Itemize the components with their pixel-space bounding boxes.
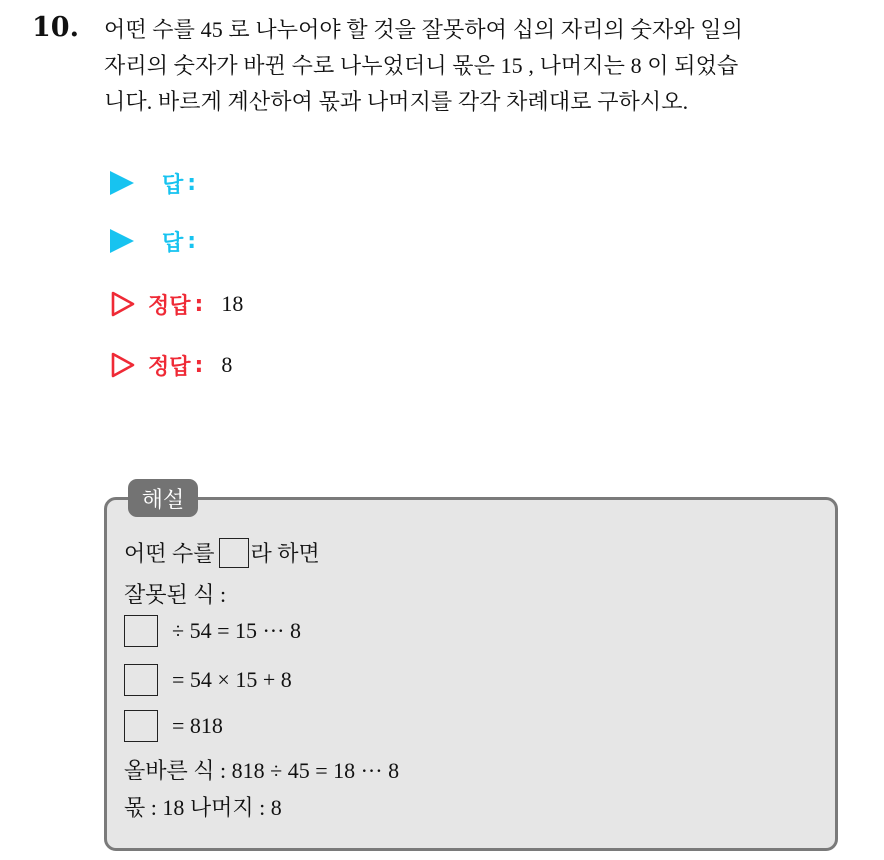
solution-math: = 54 × 15 + 8 (172, 667, 292, 692)
answer-colon: : (187, 228, 197, 254)
solution-line-6 (124, 754, 399, 785)
answer-row-2 (110, 223, 196, 259)
solution-text: 라 하면 (250, 541, 320, 566)
blank-box (219, 538, 249, 568)
blank-box (124, 664, 158, 696)
solution-line-1 (124, 537, 320, 568)
blank-box (124, 615, 158, 647)
outline-triangle-icon (110, 291, 136, 317)
play-triangle-icon (110, 171, 134, 195)
question-number: 10. (32, 12, 79, 43)
solution-line-4 (124, 664, 292, 696)
correct-value: 8 (221, 352, 233, 377)
question-text (104, 12, 874, 120)
solution-text: 몫 : 18 나머지 : 8 (124, 795, 282, 820)
outline-triangle-icon (110, 352, 136, 378)
correct-label: 정답 (148, 293, 191, 319)
solution-math: = 818 (172, 713, 223, 738)
correct-colon: : (194, 352, 204, 378)
solution-tab: 해설 (128, 479, 198, 517)
question-line: 어떤 수를 45 로 나누어야 할 것을 잘못하여 십의 자리의 숫자와 일의 (104, 17, 743, 42)
answer-colon: : (187, 170, 197, 196)
solution-line-2 (124, 578, 226, 609)
solution-line-7 (124, 791, 282, 822)
solution-text: 어떤 수를 (124, 541, 215, 566)
solution-math: ÷ 54 = 15 ··· 8 (172, 618, 301, 643)
question-line: 니다. 바르게 계산하여 몫과 나머지를 각각 차례대로 구하시오. (104, 89, 689, 114)
answer-label: 답 (162, 230, 184, 256)
play-triangle-icon (110, 229, 134, 253)
solution-text: 올바른 식 : 818 ÷ 45 = 18 ··· 8 (124, 758, 400, 783)
blank-box (124, 710, 158, 742)
correct-label: 정답 (148, 354, 191, 380)
answer-row-1 (110, 165, 196, 201)
solution-text: 잘못된 식 : (124, 582, 227, 607)
answer-label: 답 (162, 172, 184, 198)
correct-value: 18 (221, 291, 244, 316)
correct-colon: : (194, 291, 204, 317)
question-line: 자리의 숫자가 바뀐 수로 나누었더니 몫은 15 , 나머지는 8 이 되었습 (104, 53, 739, 78)
correct-answer-row-2 (110, 347, 232, 383)
correct-answer-row-1 (110, 286, 243, 322)
solution-line-3 (124, 615, 301, 647)
solution-line-5 (124, 710, 223, 742)
